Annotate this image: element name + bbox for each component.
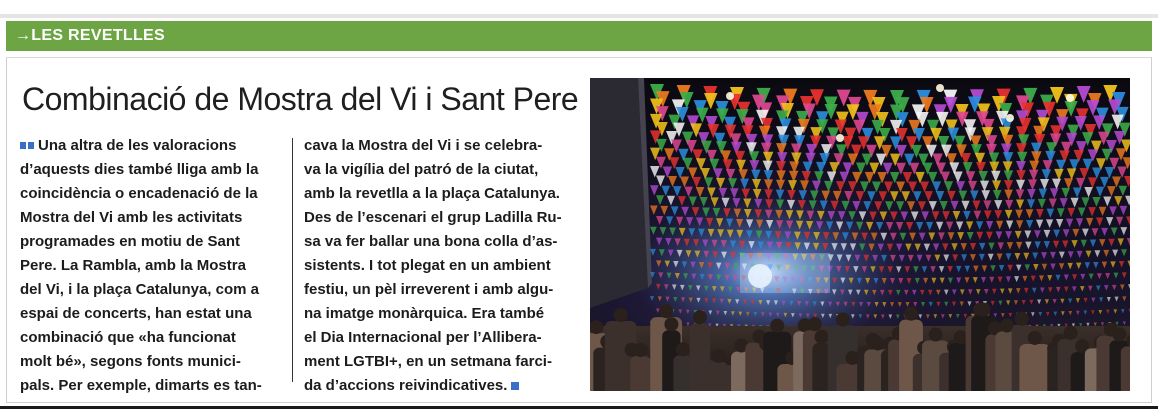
article-text-line <box>20 182 282 206</box>
article-text-line <box>20 326 282 350</box>
article-text-line <box>20 206 282 230</box>
article-text: programades en motiu de Sant <box>20 233 241 250</box>
article-text-line <box>20 374 282 398</box>
article-text-line <box>304 134 576 158</box>
article-text-line <box>304 374 576 398</box>
article-text-line <box>304 326 576 350</box>
article-text: amb la revetlla a la plaça Catalunya. <box>304 185 560 202</box>
building-left <box>590 78 648 308</box>
article-text: na imatge monàrquica. Era també <box>304 305 545 322</box>
article-text-line <box>304 182 576 206</box>
section-label: →LES REVETLLES <box>15 27 165 44</box>
article-text: Pere. La Rambla, amb la Mostra <box>20 257 246 274</box>
article-text: combinació que «ha funcionat <box>20 329 236 346</box>
article-text-line <box>304 350 576 374</box>
article-text-line <box>304 254 576 278</box>
article-photo <box>590 78 1130 391</box>
festival-photo-illustration <box>590 78 1130 391</box>
article-text: ment LGTBI+, en un setmana farci- <box>304 353 552 370</box>
article-text-line <box>20 278 282 302</box>
article-text-line <box>304 158 576 182</box>
bottom-rule <box>0 406 1158 409</box>
article-text-line <box>20 254 282 278</box>
article-text: da d’accions reivindicatives. <box>304 377 508 394</box>
article-text: el Dia Internacional per l’Allibera- <box>304 329 542 346</box>
article-text: sa va fer ballar una bona colla d’as- <box>304 233 558 250</box>
article-text: Mostra del Vi amb les activitats <box>20 209 243 226</box>
light-bulb <box>936 84 944 92</box>
article-text-line <box>20 230 282 254</box>
light-bulb <box>1066 94 1074 102</box>
article-text: festiu, un pèl irreverent i amb algu- <box>304 281 554 298</box>
article-text: va la vigília del patró de la ciutat, <box>304 161 539 178</box>
light-bulb <box>726 92 734 100</box>
article-text-line <box>20 302 282 326</box>
article-text: del Vi, i la plaça Catalunya, com a <box>20 281 259 298</box>
article-text-line <box>20 158 282 182</box>
article-text: cava la Mostra del Vi i se celebra- <box>304 137 543 154</box>
lead-marker-icon <box>20 133 34 141</box>
article-text: espai de concerts, han estat una <box>20 305 252 322</box>
article-text-line <box>304 278 576 302</box>
article-column-2 <box>304 134 576 398</box>
article-text: coincidència o encadenació de la <box>20 185 258 202</box>
article-text: pals. Per exemple, dimarts es tan- <box>20 377 262 394</box>
article-text-line <box>20 134 282 158</box>
article-text-line <box>304 230 576 254</box>
light-bulb <box>836 134 844 142</box>
section-header-bar <box>6 21 1152 51</box>
article-text-line <box>304 302 576 326</box>
article-column-1 <box>20 134 282 398</box>
light-bulb <box>1006 114 1014 122</box>
article-text: d’aquests dies també lliga amb la <box>20 161 259 178</box>
article-headline: Combinació de Mostra del Vi i Sant Pere <box>22 81 579 117</box>
column-divider <box>292 138 293 382</box>
article-text-line <box>20 350 282 374</box>
top-rule <box>0 14 1158 18</box>
article-text-line <box>304 206 576 230</box>
article-text: molt bé», segons fonts munici- <box>20 353 241 370</box>
end-marker-icon <box>511 382 519 390</box>
article-text: Una altra de les valoracions <box>38 137 237 154</box>
article-text: Des de l’escenari el grup Ladilla Ru- <box>304 209 562 226</box>
article-text: sistents. I tot plegat en un ambient <box>304 257 551 274</box>
